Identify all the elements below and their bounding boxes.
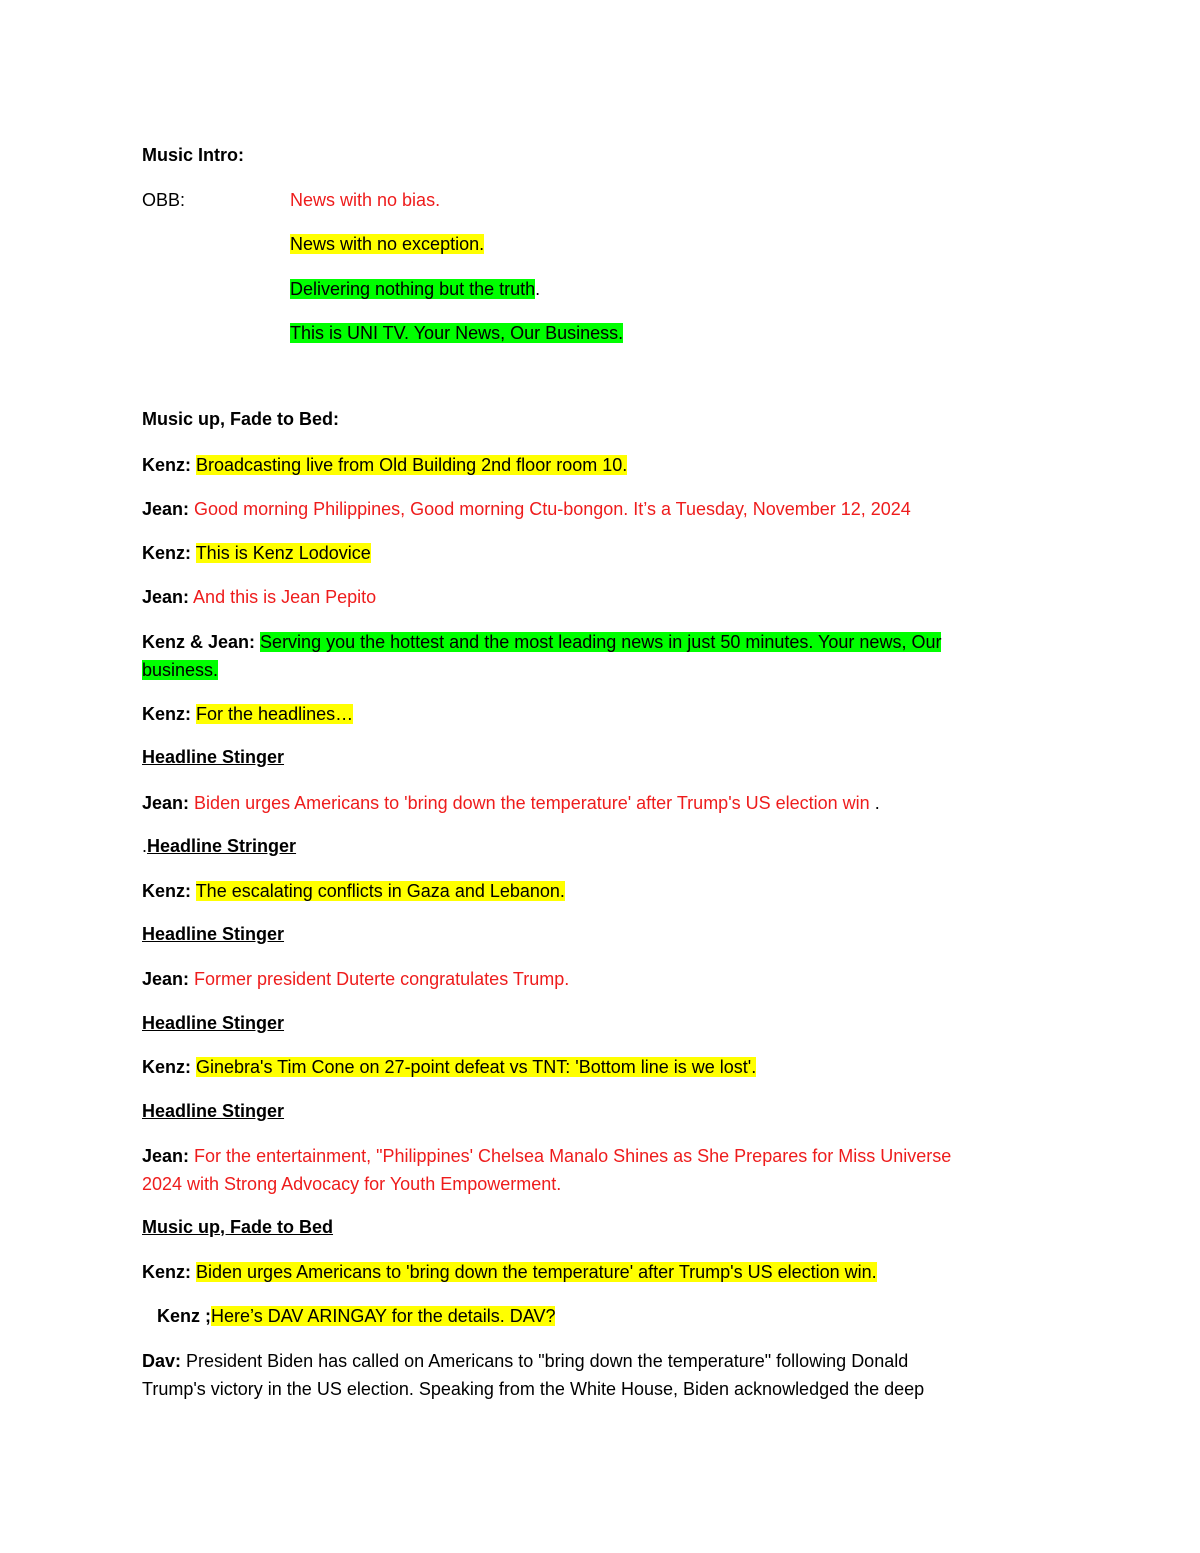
script-line-kenz-2: Kenz: This is Kenz Lodovice <box>142 543 371 563</box>
headline-stinger-2: .Headline Stringer <box>142 836 297 856</box>
script-line-kenz-3: Kenz: For the headlines… <box>142 704 354 724</box>
headline-stinger-5: Headline Stinger <box>142 1101 285 1121</box>
obb-line-2: News with no exception. <box>290 234 485 254</box>
script-line-dav-cont: Trump's victory in the US election. Speaking from the White House, Biden acknowledged the deep <box>142 1379 925 1399</box>
headline-line-4: Kenz: Ginebra's Tim Cone on 27-point defeat vs TNT: 'Bottom line is we lost'. <box>142 1057 757 1077</box>
fade-to-bed-heading: Music up, Fade to Bed: <box>142 409 340 429</box>
obb-line-3: Delivering nothing but the truth. <box>290 279 541 299</box>
headline-line-3: Jean: Former president Duterte congratulates Trump. <box>142 969 570 989</box>
script-line-kenz-4: Kenz: Biden urges Americans to 'bring down the temperature' after Trump's US election win. <box>142 1262 877 1282</box>
headline-line-5-cont: 2024 with Strong Advocacy for Youth Empowerment. <box>142 1174 562 1194</box>
music-intro-heading: Music Intro: <box>142 145 244 165</box>
headline-line-5: Jean: For the entertainment, "Philippines' Chelsea Manalo Shines as She Prepares for Miss Universe <box>142 1146 952 1166</box>
obb-line-1: News with no bias. <box>290 190 441 210</box>
fade-to-bed-heading-2: Music up, Fade to Bed <box>142 1217 334 1237</box>
script-line-kenz-5: Kenz ;Here’s DAV ARINGAY for the details. DAV? <box>157 1306 556 1326</box>
script-line-jean-1: Jean: Good morning Philippines, Good morning Ctu-bongon. It’s a Tuesday, November 12, 2024 <box>142 499 911 519</box>
script-line-jean-2: Jean: And this is Jean Pepito <box>142 587 377 607</box>
obb-line-4: This is UNI TV. Your News, Our Business. <box>290 323 624 343</box>
headline-stinger-3: Headline Stinger <box>142 924 285 944</box>
script-line-kenz-1: Kenz: Broadcasting live from Old Building 2nd floor room 10. <box>142 455 628 475</box>
script-line-dav: Dav: President Biden has called on Americans to "bring down the temperature" following Donald <box>142 1351 909 1371</box>
headline-line-2: Kenz: The escalating conflicts in Gaza and Lebanon. <box>142 881 565 901</box>
script-line-kenz-jean: Kenz & Jean: Serving you the hottest and the most leading news in just 50 minutes. Your news, Our <box>142 632 942 652</box>
obb-row <box>142 186 185 214</box>
headline-stinger-1: Headline Stinger <box>142 747 285 767</box>
script-line-kenz-jean-cont: business. <box>142 660 219 680</box>
obb-label: OBB: <box>142 190 186 210</box>
headline-stinger-4: Headline Stinger <box>142 1013 285 1033</box>
headline-line-1: Jean: Biden urges Americans to 'bring down the temperature' after Trump's US election win . <box>142 793 880 813</box>
